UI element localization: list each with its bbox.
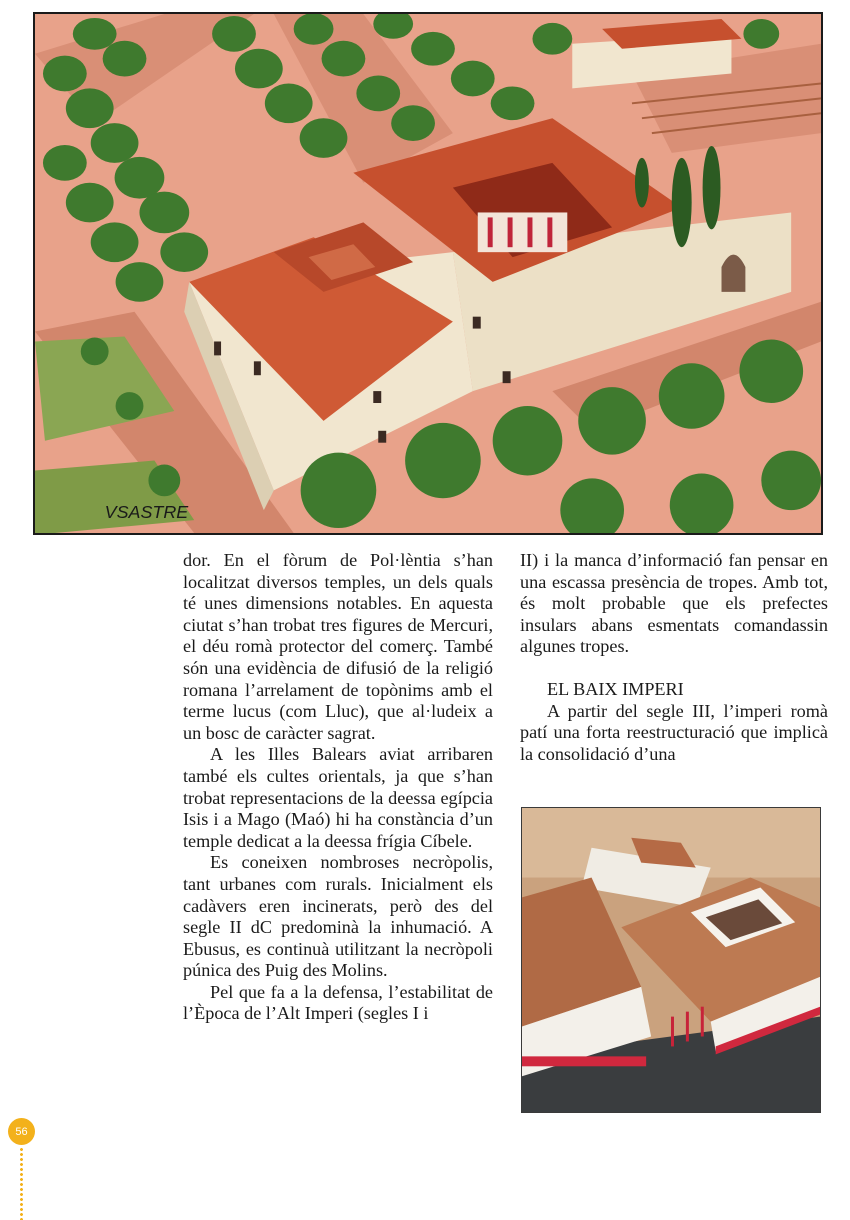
paragraph: A les Illes Balears aviat arribaren també els cultes orientals, ja que s’han trobat representacions de la deessa egípcia Isis i a Mago (Maó) hi ha constància d’un temple dedicat a la deessa frígia Cíbele.	[183, 744, 493, 851]
paragraph: II) i la manca d’informació fan pensar en una escassa presència de tropes. Amb tot, és molt probable que els prefectes insulars abans esmentats comandassin algunes tropes.	[520, 550, 828, 657]
text-column-right	[520, 550, 828, 765]
paragraph: Pel que fa a la defensa, l’estabilitat de l’Època de l’Alt Imperi (segles I i	[183, 981, 493, 1024]
text-column-left	[183, 550, 493, 1025]
villa-model-photo	[521, 807, 821, 1113]
page-number-badge	[8, 1118, 35, 1145]
villa-illustration	[33, 12, 823, 535]
illustration-signature: VSASTRE	[104, 502, 189, 523]
paragraph: dor. En el fòrum de Pol·lèntia s’han localitzat diversos temples, un dels quals té unes dimensions notables. En aquesta ciutat s’han trobat tres figures de Mercuri, el déu romà protector del comerç. També són una evidència de difusió de la religió romana l’arrelament de topònims amb el terme lucus (com Lluc), que al·ludeix a un bosc de caràcter sagrat.	[183, 550, 493, 743]
section-heading: EL BAIX IMPERI	[547, 678, 684, 699]
page-number: 56	[15, 1125, 28, 1138]
paragraph: A partir del segle III, l’imperi romà patí una forta reestructuració que implicà la consolidació d’una	[520, 700, 828, 764]
dotted-line-decoration	[20, 1147, 23, 1220]
paragraph: Es coneixen nombroses necròpolis, tant urbanes com rurals. Inicialment els cadàvers eren incinerats, però des del segle II dC predominà la inhumació. A Ebusus, es continuà utilitzant la necròpoli púnica des Puig des Molins.	[183, 852, 493, 981]
